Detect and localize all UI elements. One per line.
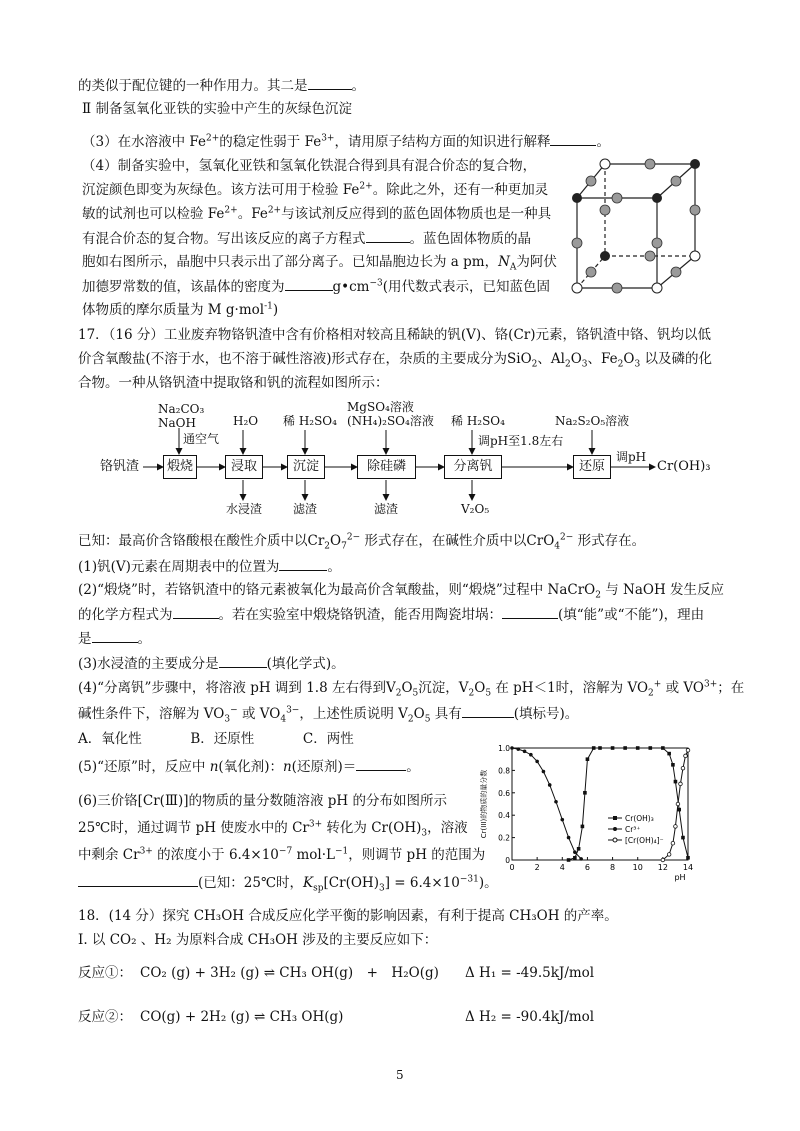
data-point	[648, 746, 652, 750]
legend-label: Cr(OH)₃	[625, 814, 654, 823]
data-point	[586, 757, 590, 761]
legend-marker	[613, 827, 617, 831]
data-point	[567, 836, 571, 840]
reaction-2-dh: Δ H₂ = -90.4kJ/mol	[465, 1009, 595, 1025]
reagent-na2co3: Na₂CO₃	[158, 402, 205, 416]
q4-line-5: 胞如右图所示，晶胞中只表示出了部分离子。已知晶胞边长为 a pm，$N_A$为阿伏	[82, 254, 557, 273]
y-tick-label: 1.0	[498, 744, 510, 753]
option-b[interactable]: B．还原性	[190, 731, 255, 747]
data-point	[577, 847, 581, 851]
data-point	[579, 857, 583, 861]
y-tick-label: 0.4	[498, 811, 510, 821]
answer-blank[interactable]	[173, 605, 219, 619]
series-line	[512, 748, 581, 859]
answer-blank[interactable]	[279, 557, 327, 571]
reagent-water: H₂O	[233, 414, 259, 428]
option-c[interactable]: C．两性	[302, 731, 354, 747]
data-point	[611, 746, 615, 750]
output-residue-1: 滤渣	[293, 502, 318, 516]
reaction-2-label: 反应②：	[78, 1009, 132, 1025]
q3-line: （3）在水溶液中 $Fe^{2+}$的稳定性弱于 $Fe^{3+}$，请用原子结构方面的知识进行解释 。	[82, 133, 610, 150]
data-point	[623, 746, 627, 750]
flow-arrows	[0, 0, 800, 520]
data-point	[686, 856, 690, 860]
q4-line-6: 加德罗常数的值，该晶体的密度为 $g•cm^{-3}$(用代数式表示，已知蓝色固	[82, 278, 551, 295]
data-point	[567, 858, 571, 862]
reaction-1-equation: CO₂ (g) + 3H₂ (g) ⇌ CH₃ OH(g) + H₂O(g)	[140, 965, 439, 981]
y-tick-label: 0.6	[498, 788, 510, 798]
data-point	[548, 783, 552, 787]
reagent-ph-final: 调pH	[616, 450, 647, 464]
data-point	[510, 746, 514, 750]
reagent-ph-adjust: 调pH至1.8左右	[478, 434, 564, 448]
data-point	[661, 858, 665, 862]
reagent-h2so4-1: 稀 H₂SO₄	[283, 414, 337, 428]
p3-line: (3)水浸渣的主要成分是 (填化学式)。	[78, 656, 345, 672]
x-tick-label: 6	[584, 863, 590, 872]
answer-blank[interactable]	[462, 704, 514, 718]
p2-line-1: (2)“煅烧”时，若铬钒渣中的铬元素被氧化为最高价含氧酸盐，则“煅烧”过程中 NaCrO$_2$ 与 NaOH 发生反应	[78, 582, 725, 601]
p2-line-2: 的化学方程式为 。若在实验室中煅烧铬钒渣，能否用陶瓷坩埚： (填“能”或“不能”)，理由	[78, 607, 705, 623]
x-tick-label: 10	[632, 863, 643, 872]
step-separate-v: 分离钒	[444, 455, 502, 479]
y-axis-label: Cr(III)的物质的量分数	[480, 769, 488, 839]
p1-line: (1)钒(V)元素在周期表中的位置为 。	[78, 559, 341, 575]
data-point	[542, 770, 546, 774]
p5-line: (5)“还原”时，反应中 n(氧化剂)：n(还原剂)＝ 。	[78, 759, 420, 775]
data-point	[573, 856, 577, 860]
data-point	[592, 746, 596, 750]
q17-line-1: 17．（16 分）工业废弃物铬钒渣中含有价格相对较高且稀缺的钒(V)、铬(Cr)元素，铬钒渣中铬、钒均以低	[78, 327, 711, 343]
data-point	[671, 841, 675, 845]
x-axis-label: pH	[674, 873, 686, 882]
x-tick-label: 14	[682, 863, 694, 872]
x-tick-label: 4	[559, 863, 565, 872]
p6-line-1: (6)三价铬[Cr(Ⅲ)]的物质的量分数随溶液 pH 的分布如图所示	[78, 793, 447, 809]
x-tick-label: 2	[534, 863, 540, 872]
step-reduce: 还原	[573, 455, 611, 479]
data-point	[667, 752, 671, 756]
answer-blank[interactable]	[502, 605, 558, 619]
data-point	[661, 746, 665, 750]
p4-line-1: (4)“分离钒”步骤中，将溶液 pH 调到 1.8 左右得到$V_2O_5$沉淀，$V_2O_5$ 在 pH＜1时，溶解为 $VO_2^+$ 或 $VO^{3+}$；在	[78, 679, 745, 699]
q4-line-2: 沉淀颜色即变为灰绿色。该方法可用于检验 $Fe^{2+}$。除此之外，还有一种更加灵	[82, 181, 549, 198]
data-point	[671, 763, 675, 767]
data-point	[560, 818, 564, 822]
data-point	[684, 754, 688, 758]
reagent-na2s2o5: Na₂S₂O₅溶液	[555, 414, 630, 428]
data-point	[523, 750, 527, 754]
data-point	[681, 766, 685, 770]
section2-title: Ⅱ 制备氢氧化亚铁的实验中产生的灰绿色沉淀	[82, 101, 352, 117]
q17-line-3: 合物。一种从铬钒渣中提取铬和钒的流程如图所示：	[78, 375, 389, 391]
intro-line: 的类似于配位键的一种作用力。其二是 。	[78, 78, 365, 94]
q4-line-3: 敏的试剂也可以检验 $Fe^{2+}$。$Fe^{2+}$与该试剂反应得到的蓝色固体物质也是一种具	[82, 205, 552, 222]
answer-blank[interactable]	[219, 654, 267, 668]
answer-blank[interactable]	[78, 873, 198, 887]
reaction-1-label: 反应①：	[78, 965, 132, 981]
data-point	[674, 780, 678, 784]
q17-line-2: 价含氧酸盐(不溶于水，也不溶于碱性溶液)形式存在，杂质的主要成分为SiO$_2$、$Al_2O_3$、$Fe_2O_3$ 以及磷的化	[78, 351, 712, 370]
page-number: 5	[396, 1068, 404, 1082]
reagent-naoh: NaOH	[158, 416, 196, 430]
reagent-nh4so4: (NH₄)₂SO₄溶液	[347, 414, 434, 428]
step-leach: 浸取	[225, 455, 263, 479]
y-tick-label: 0	[505, 856, 510, 865]
output-v2o5: V₂O₅	[461, 502, 490, 516]
q18-line-1: 18．(14 分）探究 CH₃OH 合成反应化学平衡的影响因素，有利于提高 CH₃OH 的产率。	[78, 908, 618, 924]
data-point	[581, 825, 585, 829]
reagent-air: 通空气	[183, 432, 220, 446]
q4-line-1: （4）制备实验中，氢氧化亚铁和氢氧化铁混合得到具有混合价态的复合物，	[82, 158, 537, 174]
p2-line-3: 是 。	[78, 631, 151, 647]
p6-line-2: 25℃时，通过调节 pH 使废水中的 $Cr^{3+}$ 转化为 $Cr(OH)_3$，溶液	[78, 819, 468, 839]
data-point	[681, 836, 685, 840]
x-tick-label: 12	[657, 863, 668, 872]
legend-marker	[613, 838, 617, 842]
data-point	[529, 753, 533, 757]
p6-line-3: 中剩余 $Cr^{3+}$ 的浓度小于 $6.4\times 10^{-7}$ $mol\cdot L^{-1}$，则调节 pH 的范围为	[78, 846, 486, 863]
reaction-2-equation: CO(g) + 2H₂ (g) ⇌ CH₃ OH(g)	[140, 1009, 344, 1025]
data-point	[554, 800, 558, 804]
data-point	[676, 802, 680, 806]
data-point	[516, 747, 520, 751]
legend-marker	[613, 816, 617, 820]
step-remove-si-p: 除硅磷	[357, 455, 416, 479]
p4-line-2: 碱性条件下，溶解为 $VO_3^-$ 或 $VO_4^{3-}$，上述性质说明 $V_2O_5$ 具有 (填标号)。	[78, 705, 579, 725]
y-tick-label: 0.2	[498, 833, 510, 843]
answer-blank[interactable]	[92, 629, 138, 643]
p6-line-4: (已知：25℃时，$K_{sp}[Cr(OH)_3] = 6.4\times 10^{-31}$)。	[78, 873, 498, 892]
x-tick-label: 8	[610, 863, 616, 872]
chart-svg	[478, 740, 698, 892]
intro-text: 的类似于配位键的一种作用力。其二是	[78, 78, 308, 94]
x-tick-label: 0	[509, 863, 515, 872]
option-a[interactable]: A．氧化性	[78, 731, 142, 747]
output-water-residue: 水浸渣	[226, 502, 263, 516]
data-point	[667, 853, 671, 857]
data-point	[573, 850, 577, 854]
data-point	[686, 748, 690, 752]
known-line: 已知：最高价含铬酸根在酸性介质中以$Cr_2O_7^{2-}$ 形式存在，在碱性介质中以CrO$_4^{2-}$ 形式存在。	[78, 532, 646, 552]
answer-blank[interactable]	[356, 757, 406, 771]
data-point	[679, 782, 683, 786]
data-point	[674, 825, 678, 829]
cr-distribution-chart	[478, 740, 698, 892]
q4-line-7: 体物质的摩尔质量为 M g·mol$^{-1}$)	[82, 301, 279, 318]
legend-label: [Cr(OH)₄]⁻	[625, 836, 664, 845]
output-residue-2: 滤渣	[374, 502, 399, 516]
reagent-h2so4-2: 稀 H₂SO₄	[451, 414, 505, 428]
q4-line-4: 有混合价态的复合物。写出该反应的离子方程式 。蓝色固体物质的晶	[82, 231, 531, 247]
options-line	[78, 730, 354, 748]
reaction-1-dh: Δ H₁ = -49.5kJ/mol	[465, 965, 595, 981]
step-precipitate: 沉淀	[287, 455, 325, 479]
step-calcine: 煅烧	[163, 455, 197, 479]
flow-end: Cr(OH)₃	[657, 459, 711, 474]
y-tick-label: 0.8	[498, 766, 510, 776]
flow-start: 铬钒渣	[100, 459, 140, 474]
legend-label: Cr³⁺	[625, 825, 641, 834]
data-point	[636, 746, 640, 750]
reagent-mgso4: MgSO₄溶液	[347, 400, 414, 414]
data-point	[583, 791, 587, 795]
q18-line-2: Ⅰ. 以 CO₂ 、H₂ 为原料合成 CH₃OH 涉及的主要反应如下：	[78, 932, 438, 948]
data-point	[598, 746, 602, 750]
data-point	[535, 760, 539, 764]
